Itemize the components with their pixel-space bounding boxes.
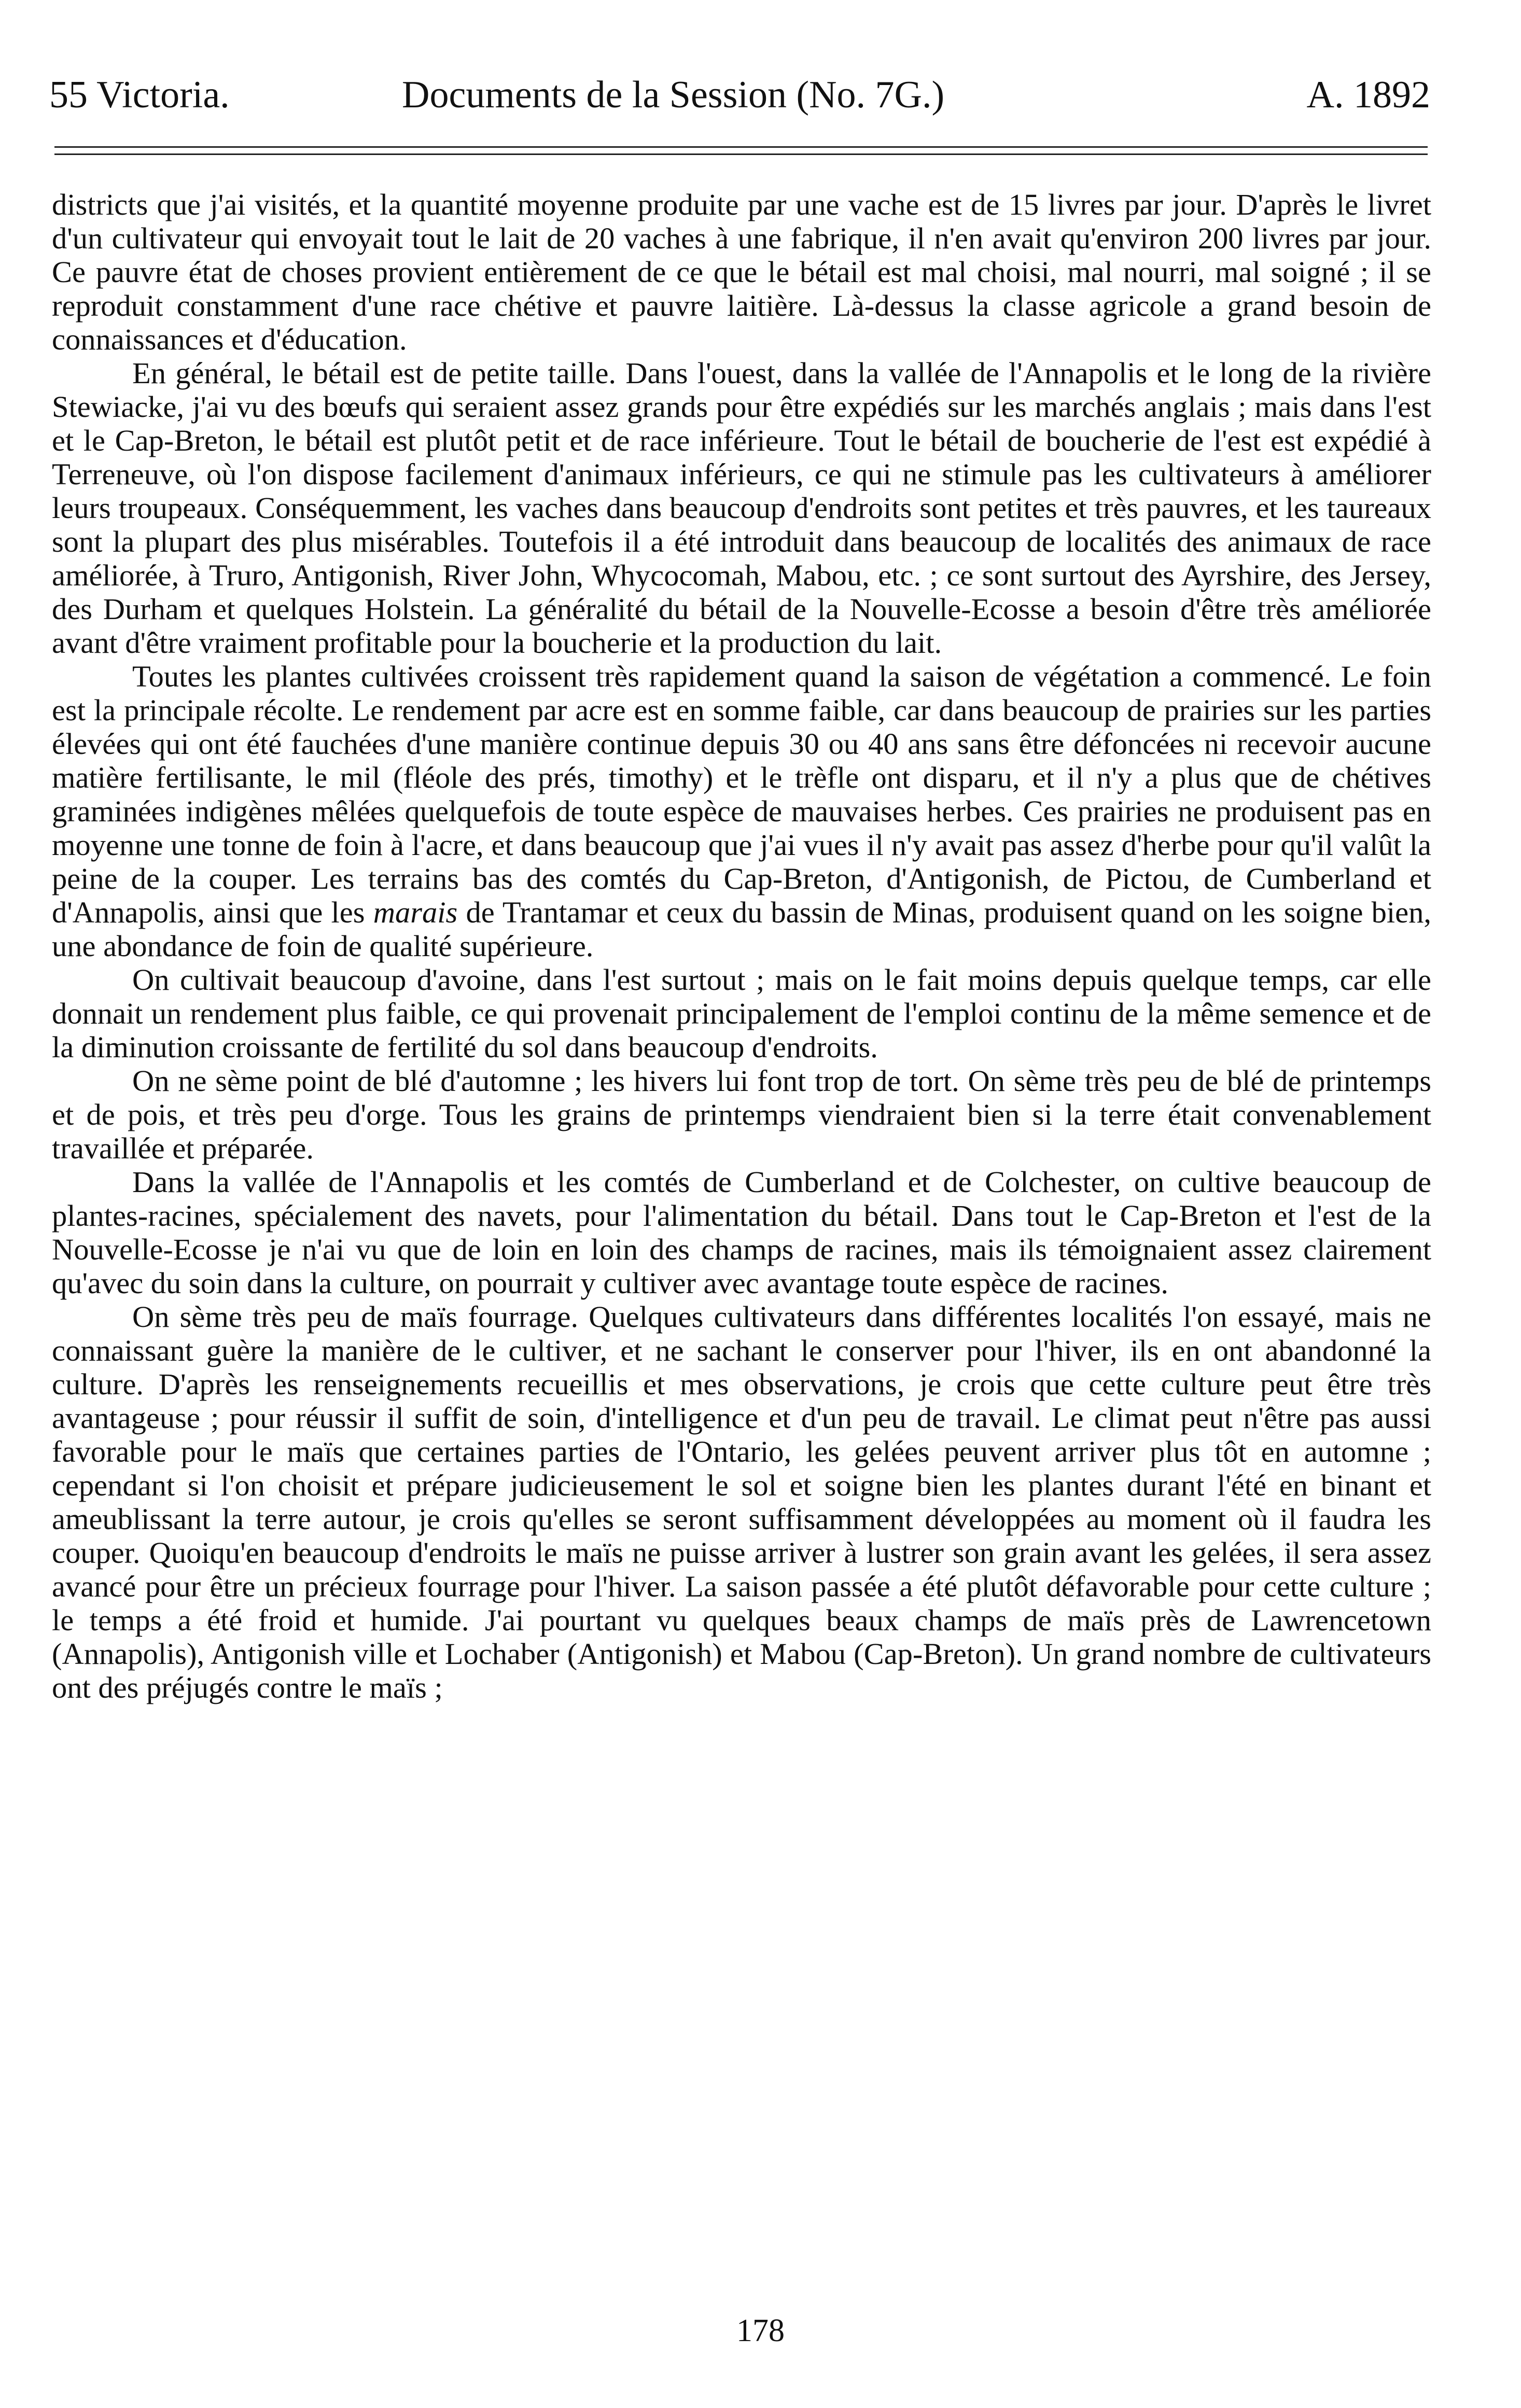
header-year: A. 1892 — [1306, 74, 1430, 116]
paragraph: Dans la vallée de l'Annapolis et les comtés de Cumberland et de Colchester, on cultive beaucoup de plantes-racines, spécialement des navets, pour l'alimentation du bétail. Dans tout le Cap-Breton et l'est de la Nouvelle-Ecosse je n'ai vu que de loin en loin des champs de racines, mais ils témoignaient assez clairement qu'avec du soin dans la culture, on pourrait y cultiver avec avantage toute espèce de racines. — [52, 1165, 1431, 1300]
paragraph: On ne sème point de blé d'automne ; les hivers lui font trop de tort. On sème très peu de blé de printemps et de pois, et très peu d'orge. Tous les grains de printemps viendraient bien si la terre était convenablement travaillée et préparée. — [52, 1064, 1431, 1165]
header-title: Documents de la Session (No. 7G.) — [402, 74, 945, 116]
header-rule-top — [54, 146, 1428, 148]
paragraph: districts que j'ai visités, et la quantité moyenne produite par une vache est de 15 livres par jour. D'après le livret d'un cultivateur qui envoyait tout le lait de 20 vaches à une fabrique, il n'en avait qu'environ 200 livres par jour. Ce pauvre état de choses provient entièrement de ce que le bétail est mal choisi, mal nourri, mal soigné ; il se reproduit constamment d'une race chétive et pauvre laitière. Là-dessus la classe agricole a grand besoin de connaissances et d'éducation. — [52, 188, 1431, 356]
italic-term: marais — [373, 895, 458, 929]
paragraph-text: de Trantamar et ceux du bassin de Minas, produisent quand on les soigne bien, une abondance de foin de qualité supérieure. — [52, 895, 1431, 963]
header-rule-bottom — [54, 153, 1428, 155]
paragraph-text: Toutes les plantes cultivées croissent très rapidement quand la saison de végétation a commencé. Le foin est la principale récolte. Le rendement par acre est en somme faible, car dans beaucoup de prairies sur les parties élevées qui ont été fauchées d'une manière continue depuis 30 ou 40 ans sans être défoncées ni recevoir aucune matière fertilisante, le mil (fléole des prés, timothy) et le trèfle ont disparu, et il n'y a plus que de chétives graminées indigènes mêlées quelquefois de toute espèce de mauvaises herbes. Ces prairies ne produisent pas en moyenne une tonne de foin à l'acre, et dans beaucoup que j'ai vues il n'y avait pas assez d'herbe pour qu'il valût la peine de la couper. Les terrains bas des comtés du Cap-Breton, d'Antigonish, de Pictou, de Cumberland et d'Annapolis, ainsi que les — [52, 660, 1431, 929]
paragraph: En général, le bétail est de petite taille. Dans l'ouest, dans la vallée de l'Annapolis et le long de la rivière Stewiacke, j'ai vu des bœufs qui seraient assez grands pour être expédiés sur les marchés anglais ; mais dans l'est et le Cap-Breton, le bétail est plutôt petit et de race inférieure. Tout le bétail de boucherie de l'est est expédié à Terreneuve, où l'on dispose facilement d'animaux inférieurs, ce qui ne stimule pas les cultivateurs à améliorer leurs troupeaux. Conséquemment, les vaches dans beaucoup d'endroits sont petites et très pauvres, et les taureaux sont la plupart des plus misérables. Toutefois il a été introduit dans beaucoup de localités des animaux de race améliorée, à Truro, Antigonish, River John, Whycocomah, Mabou, etc. ; ce sont surtout des Ayrshire, des Jersey, des Durham et quelques Holstein. La généralité du bétail de la Nouvelle-Ecosse a besoin d'être très améliorée avant d'être vraiment profitable pour la boucherie et la production du lait. — [52, 356, 1431, 660]
paragraph: On cultivait beaucoup d'avoine, dans l'est surtout ; mais on le fait moins depuis quelque temps, car elle donnait un rendement plus faible, ce qui provenait principalement de l'emploi continu de la même semence et de la diminution croissante de fertilité du sol dans beaucoup d'endroits. — [52, 963, 1431, 1064]
body-text — [52, 188, 1431, 1704]
header-session: 55 Victoria. — [49, 74, 230, 116]
page-header — [49, 66, 1430, 123]
paragraph — [52, 660, 1431, 963]
page-number: 178 — [736, 2313, 785, 2348]
paragraph: On sème très peu de maïs fourrage. Quelques cultivateurs dans différentes localités l'on essayé, mais ne connaissant guère la manière de le cultiver, et ne sachant le conserver pour l'hiver, ils en ont abandonné la culture. D'après les renseignements recueillis et mes observations, je crois que cette culture peut être très avantageuse ; pour réussir il suffit de soin, d'intelligence et d'un peu de travail. Le climat peut n'être pas aussi favorable pour le maïs que certaines parties de l'Ontario, les gelées peuvent arriver plus tôt en automne ; cependant si l'on choisit et prépare judicieusement le sol et soigne bien les plantes durant l'été en binant et ameublissant la terre autour, je crois qu'elles se seront suffisamment développées au moment où il faudra les couper. Quoiqu'en beaucoup d'endroits le maïs ne puisse arriver à lustrer son grain avant les gelées, il sera assez avancé pour être un précieux fourrage pour l'hiver. La saison passée a été plutôt défavorable pour cette culture ; le temps a été froid et humide. J'ai pourtant vu quelques beaux champs de maïs près de Lawrencetown (Annapolis), Antigonish ville et Lochaber (Antigonish) et Mabou (Cap-Breton). Un grand nombre de cultivateurs ont des préjugés contre le maïs ; — [52, 1300, 1431, 1704]
